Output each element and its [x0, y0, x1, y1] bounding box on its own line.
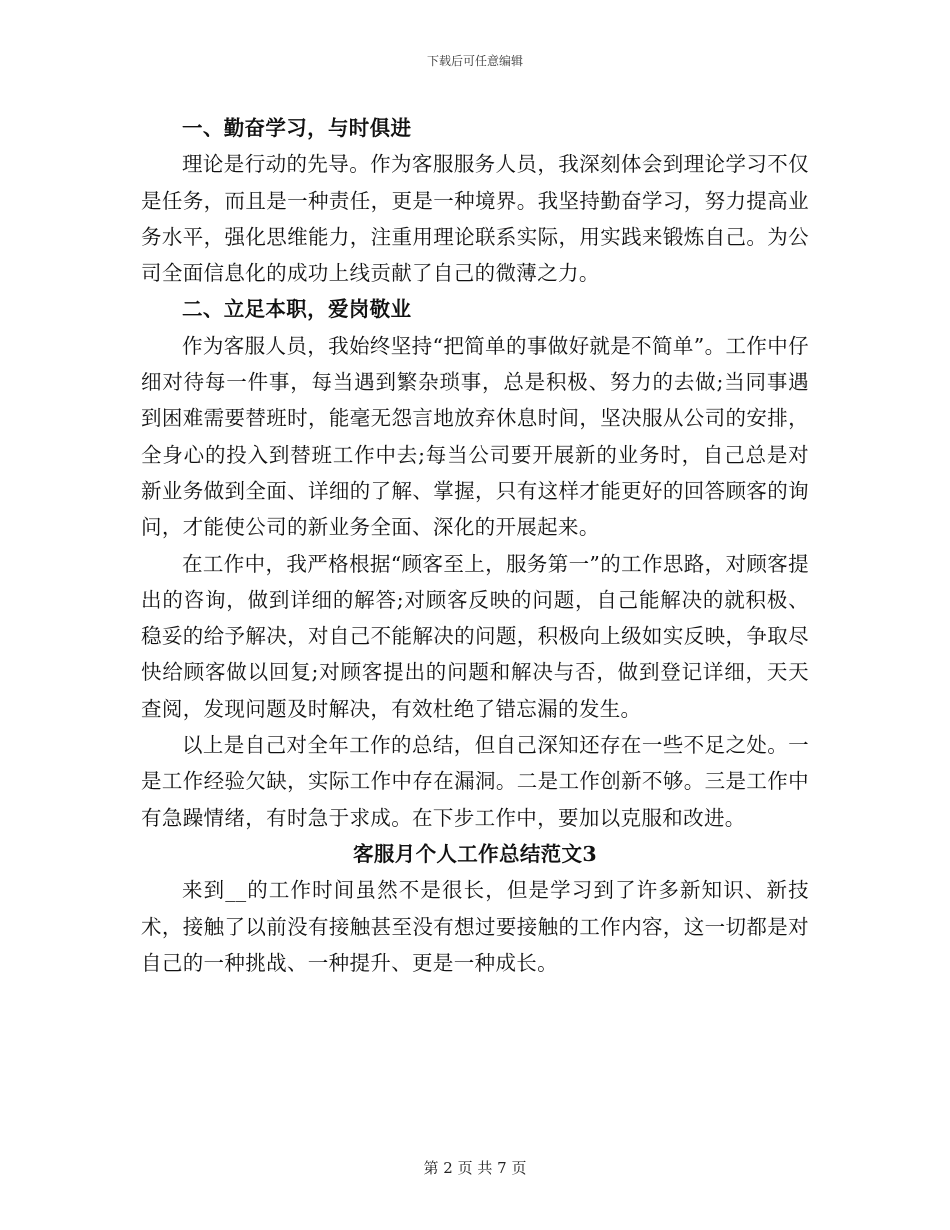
paragraph-2: 作为客服人员，我始终坚持“把简单的事做好就是不简单”。工作中仔细对待每一件事，每当遇到繁杂琐事，总是积极、努力的去做;当同事遇到困难需要替班时，能毫无怨言地放弃休息时间，坚决服从公司的安排，全身心的投入到替班工作中去;每当公司要开展新的业务时，自己总是对新业务做到全面、详细的了解、掌握，只有这样才能更好的回答顾客的询问，才能使公司的新业务全面、深化的开展起来。 [141, 333, 809, 540]
section-heading-2: 二、立足本职，爱岗敬业 [182, 297, 412, 322]
page-number: 第 2 页 共 7 页 [423, 1159, 527, 1177]
document-body [141, 110, 809, 981]
paragraph-3: 在工作中，我严格根据“顾客至上，服务第一”的工作思路，对顾客提出的咨询，做到详细的解答;对顾客反映的问题，自己能解决的就积极、稳妥的给予解决，对自己不能解决的问题，积极向上级如实反映，争取尽快给顾客做以回复;对顾客提出的问题和解决与否，做到登记详细，天天查阅，发现问题及时解决，有效杜绝了错忘漏的发生。 [141, 551, 809, 721]
section-heading-1: 一、勤奋学习，与时俱进 [182, 116, 412, 140]
section-title: 客服月个人工作总结范文3 [353, 841, 597, 866]
paragraph-5: 来到__的工作时间虽然不是很长，但是学习到了许多新知识、新技术，接触了以前没有接触甚至没有想过要接触的工作内容，这一切都是对自己的一种挑战、一种提升、更是一种成长。 [141, 878, 809, 975]
page-header: 下载后可任意编辑 [426, 54, 523, 68]
paragraph-1: 理论是行动的先导。作为客服服务人员，我深刻体会到理论学习不仅是任务，而且是一种责任，更是一种境界。我坚持勤奋学习，努力提高业务水平，强化思维能力，注重用理论联系实际，用实践来锻炼自己。为公司全面信息化的成功上线贡献了自己的微薄之力。 [141, 152, 809, 286]
paragraph-4: 以上是自己对全年工作的总结，但自己深知还存在一些不足之处。一是工作经验欠缺，实际工作中存在漏洞。二是工作创新不够。三是工作中有急躁情绪，有时急于求成。在下步工作中，要加以克服和改进。 [141, 733, 809, 830]
